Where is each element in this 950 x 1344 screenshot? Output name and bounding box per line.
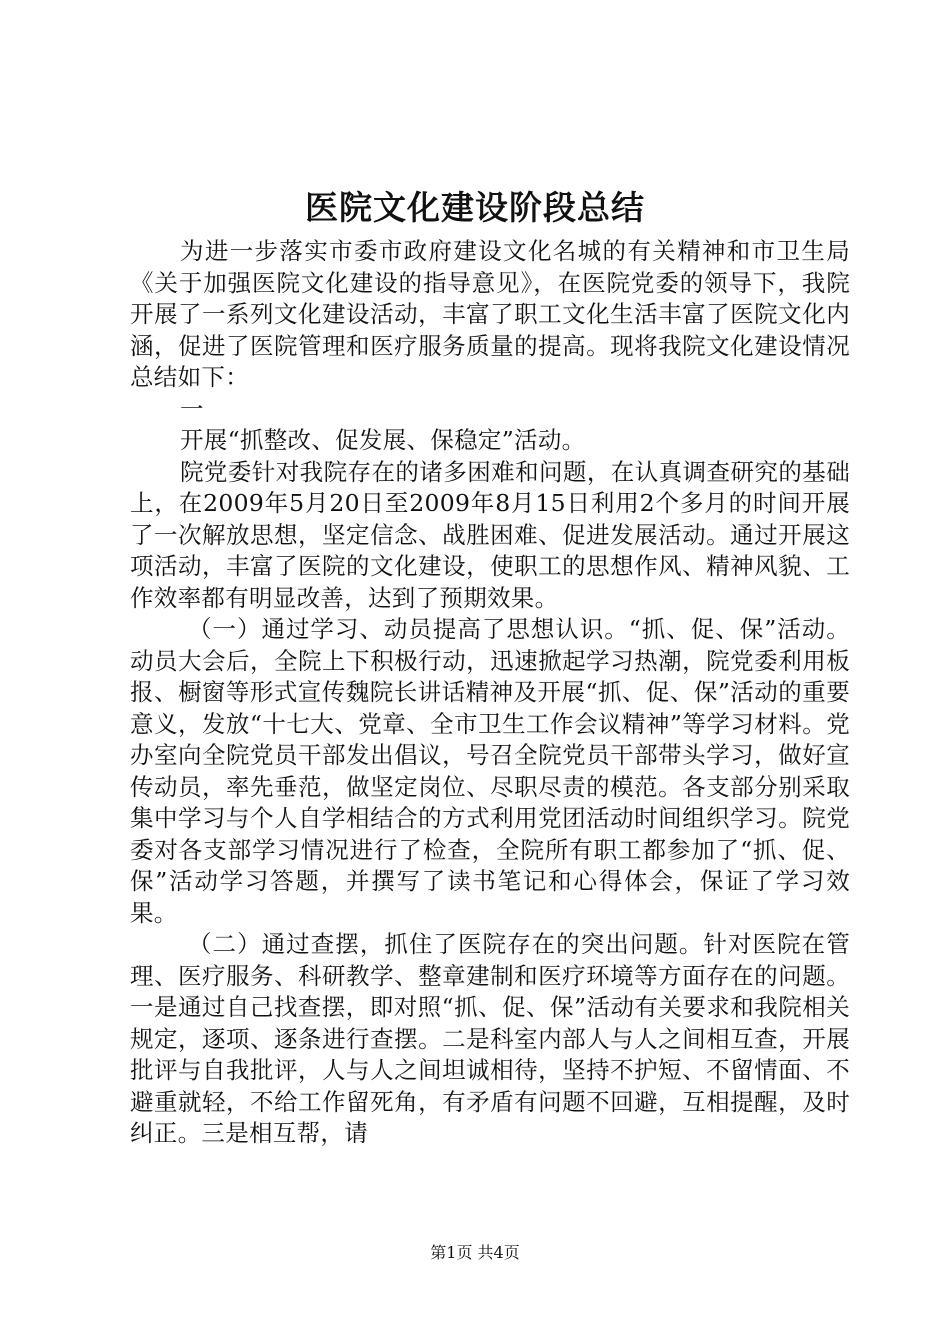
paragraph-intro: 为进一步落实市委市政府建设文化名城的有关精神和市卫生局《关于加强医院文化建设的指导意见》，在医院党委的领导下，我院开展了一系列文化建设活动，丰富了职工文化生活丰富了医院文化内涵，促进了医院管理和医疗服务质量的提高。现将我院文化建设情况总结如下： (130, 237, 850, 391)
paragraph-review: （二）通过查摆，抓住了医院存在的突出问题。针对医院在管理、医疗服务、科研教学、整章建制和医疗环境等方面存在的问题。一是通过自己找查摆，即对照“抓、促、保”活动有关要求和我院相关规定，逐项、逐条进行查摆。二是科室内部人与人之间相互查，开展批评与自我批评，人与人之间坦诚相待，坚持不护短、不留情面、不避重就轻，不给工作留死角，有矛盾有问题不回避，互相提醒，及时纠正。三是相互帮，请 (130, 930, 850, 1147)
page-title: 医院文化建设阶段总结 (305, 188, 645, 227)
page-footer: 第1页 共4页 (430, 1243, 520, 1262)
document-body (130, 236, 850, 1150)
paragraph-activity: 院党委针对我院存在的诸多困难和问题，在认真调查研究的基础上，在2009年5月20日至2009年8月15日利用2个多月的时间开展了一次解放思想，坚定信念、战胜困难、促进发展活动。通过开展这项活动，丰富了医院的文化建设，使职工的思想作风、精神风貌、工作效率都有明显改善，达到了预期效果。 (130, 457, 850, 612)
paragraph-study: （一）通过学习、动员提高了思想认识。“抓、促、保”活动。动员大会后，全院上下积极行动，迅速掀起学习热潮，院党委利用板报、橱窗等形式宣传魏院长讲话精神及开展“抓、促、保”活动的重要意义，发放“十七大、党章、全市卫生工作会议精神”等学习材料。党办室向全院党员干部发出倡议，号召全院党员干部带头学习，做好宣传动员，率先垂范，做坚定岗位、尽职尽责的模范。各支部分别采取集中学习与个人自学相结合的方式利用党团活动时间组织学习。院党委对各支部学习情况进行了检查，全院所有职工都参加了“抓、促、保”活动学习答题，并撰写了读书笔记和心得体会，保证了学习效果。 (130, 615, 850, 927)
section-number: 一 (180, 394, 204, 423)
section-heading: 开展“抓整改、促发展、保稳定”活动。 (180, 426, 586, 454)
